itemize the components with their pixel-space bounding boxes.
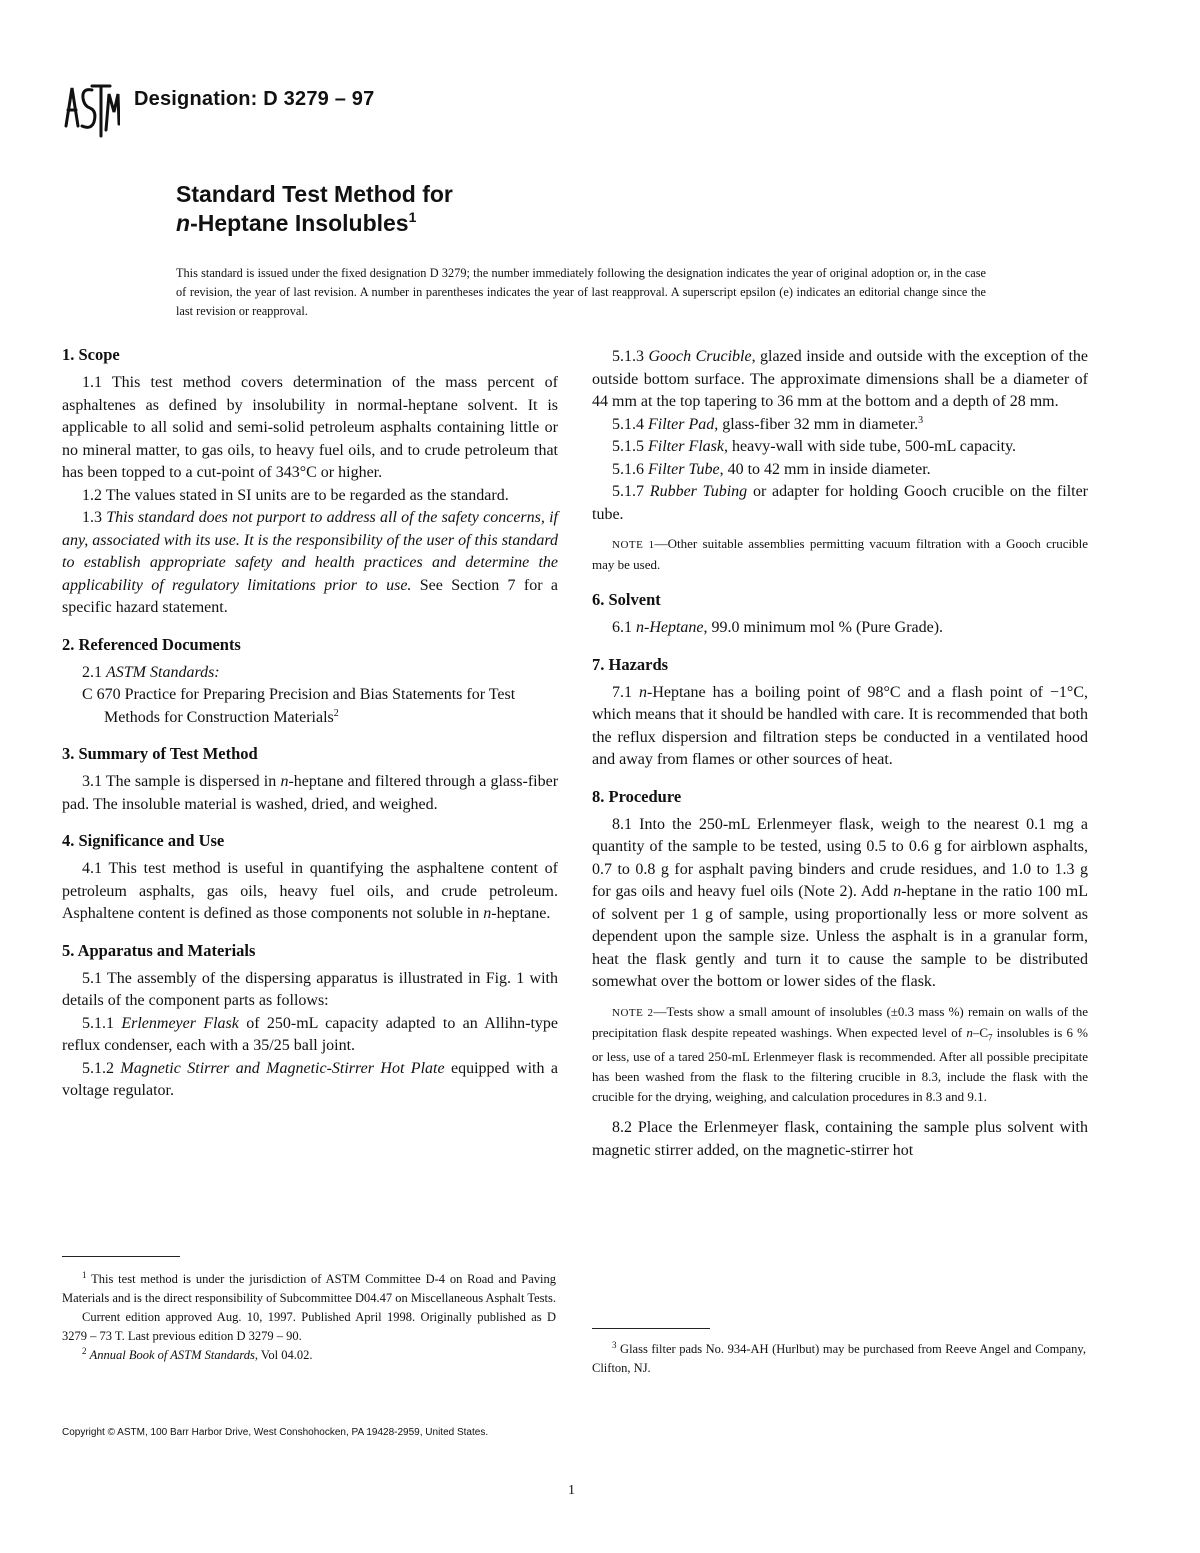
right-column: [592, 342, 1088, 1162]
footnote-1-edition: Current edition approved Aug. 10, 1997. Published April 1998. Originally published as D 3279 – 73 T. Last previous edition D 3279 – 90.: [62, 1310, 556, 1343]
left-column: [62, 342, 558, 1103]
footnote-3: $^3$ Glass filter pads No. 934-AH (Hurlbut) may be purchased from Reeve Angel and Company, Clifton, NJ.: [592, 1340, 1086, 1375]
reference-c670: C 670 Practice for Preparing Precision and Bias Statements for Test Methods for Construction Materials$^2$: [82, 686, 516, 726]
paragraph-2-1: 2.1 ASTM Standards:: [82, 663, 220, 681]
paragraph-5-1: 5.1 The assembly of the dispersing apparatus is illustrated in Fig. 1 with details of the component parts as follows:: [62, 969, 558, 1009]
document-title: [176, 180, 453, 238]
section-heading-solvent: 6. Solvent: [592, 590, 661, 609]
title-line-2: n-Heptane Insolubles$^1$: [176, 209, 417, 236]
issuance-note: This standard is issued under the fixed designation D 3279; the number immediately following the designation indicates the year of original adoption or, in the case of revision, the year of last revision. A number in parentheses indicates the year of last reapproval. A superscript epsilon (e) indicates an editorial change since the last revision or reapproval.: [176, 266, 986, 318]
footnote-rule-right: [592, 1328, 710, 1329]
section-heading-procedure: 8. Procedure: [592, 786, 682, 806]
footnote-2: $^2$ Annual Book of ASTM Standards, Vol 04.02.: [82, 1346, 313, 1362]
paragraph-8-2: 8.2 Place the Erlenmeyer flask, containing the sample plus solvent with magnetic stirrer added, on the magnetic-stirrer hot: [592, 1119, 1088, 1159]
paragraph-3-1: 3.1 The sample is dispersed in n-heptane and filtered through a glass-fiber pad. The insoluble material is washed, dried, and weighed.: [62, 773, 559, 813]
paragraph-5-1-4: 5.1.4 Filter Pad, glass-fiber 32 mm in diameter.$^3$: [612, 414, 924, 433]
paragraph-7-1: 7.1 n-Heptane has a boiling point of 98°C and a flash point of −1°C, which means that it should be handled with care. It is recommended that both the reflux dispersion and filtration steps be conducted in a ventilated hood and away from flames or other sources of heat.: [592, 683, 1089, 768]
paragraph-5-1-1: 5.1.1 Erlenmeyer Flask of 250-mL capacity adapted to an Allihn-type reflux condenser, each with a 35/25 ball joint.: [62, 1014, 559, 1054]
title-line-1: Standard Test Method for: [176, 181, 453, 207]
paragraph-5-1-5: 5.1.5 Filter Flask, heavy-wall with side tube, 500-mL capacity.: [612, 438, 1017, 455]
footnotes-left: [62, 1270, 556, 1365]
note-2: NOTE 2—Tests show a small amount of insolubles (±0.3 mass %) remain on walls of the precipitation flask despite repeated washings. When expected level of $n-C_7$ insolubles is 6 % or less, use of a tared 250-mL Erlenmeyer flask is recommended. After all possible precipitate has been washed from the flask to the filtering crucible in 8.3, include the flask with the crucible for the drying, weighing, and calculation procedures in 8.3 and 9.1.: [592, 1003, 1089, 1105]
paragraph-4-1: 4.1 This test method is useful in quantifying the asphaltene content of petroleum asphalts, gas oils, heavy fuel oils, and crude petroleum. Asphaltene content is defined as those components not soluble in n-heptane.: [62, 860, 558, 922]
paragraph-5-1-6: 5.1.6 Filter Tube, 40 to 42 mm in inside diameter.: [612, 460, 931, 478]
paragraph-5-1-3: 5.1.3 Gooch Crucible, glazed inside and outside with the exception of the outside bottom surface. The approximate dimensions shall be a diameter of 44 mm at the top tapering to 36 mm at the bottom and a depth of 28 mm.: [592, 348, 1088, 410]
footnote-1: $^1$ This test method is under the jurisdiction of ASTM Committee D-4 on Road and Paving Materials and is the direct responsibility of Subcommittee D04.47 on Miscellaneous Asphalt Tests.: [62, 1270, 557, 1305]
section-heading-scope: 1. Scope: [62, 345, 120, 364]
section-heading-significance: 4. Significance and Use: [62, 831, 225, 850]
paragraph-1-2: 1.2 The values stated in SI units are to be regarded as the standard.: [82, 486, 509, 504]
paragraph-6-1: 6.1 n-Heptane, 99.0 minimum mol % (Pure Grade).: [612, 619, 944, 636]
paragraph-5-1-2: 5.1.2 Magnetic Stirrer and Magnetic-Stirrer Hot Plate equipped with a voltage regulator.: [62, 1059, 559, 1099]
paragraph-5-1-7: 5.1.7 Rubber Tubing or adapter for holding Gooch crucible on the filter tube.: [592, 483, 1089, 523]
section-heading-referenced-documents: 2. Referenced Documents: [62, 634, 241, 654]
paragraph-1-1: 1.1 This test method covers determination of the mass percent of asphaltenes as defined by insolubility in normal-heptane solvent. It is applicable to all solid and semi-solid petroleum asphalts containing little or no mineral matter, to gas oils, to heavy fuel oils, and to crude petroleum that has been topped to a cut-point of 343°C or higher.: [62, 374, 558, 481]
section-heading-summary: 3. Summary of Test Method: [62, 744, 258, 763]
page-number: 1: [568, 1483, 575, 1498]
designation: Designation: D 3279 – 97: [134, 88, 375, 110]
astm-logo-icon: [62, 80, 120, 140]
footnote-rule-left: [62, 1256, 180, 1257]
section-heading-apparatus: 5. Apparatus and Materials: [62, 940, 256, 960]
paragraph-1-3: 1.3 This standard does not purport to address all of the safety concerns, if any, associated with its use. It is the responsibility of the user of this standard to establish appropriate safety and health practices and determine the applicability of regulatory limitations prior to use. See Section 7 for a specific hazard statement.: [62, 509, 559, 616]
paragraph-8-1: 8.1 Into the 250-mL Erlenmeyer flask, weigh to the nearest 0.1 mg a quantity of the sample to be tested, using 0.5 to 0.6 g for airblown asphalts, 0.7 to 0.8 g for asphalt paving binders and crude residues, and 1.0 to 1.3 g for gas oils and heavy fuel oils (Note 2). Add n-heptane in the ratio 100 mL of solvent per 1 g of sample, using proportionally less or more solvent as dependent upon the sample size. Unless the asphalt is in a granular form, heat the flask gently and turn it to cause the sample to be distributed somewhat over the bottom or lower sides of the flask.: [592, 815, 1089, 990]
section-heading-hazards: 7. Hazards: [592, 654, 669, 674]
note-1: NOTE 1—Other suitable assemblies permitting vacuum filtration with a Gooch crucible may be used.: [592, 536, 1088, 572]
footnotes-right: [592, 1340, 1086, 1378]
copyright-line: Copyright © ASTM, 100 Barr Harbor Drive, West Conshohocken, PA 19428-2959, United States.: [62, 1427, 489, 1438]
